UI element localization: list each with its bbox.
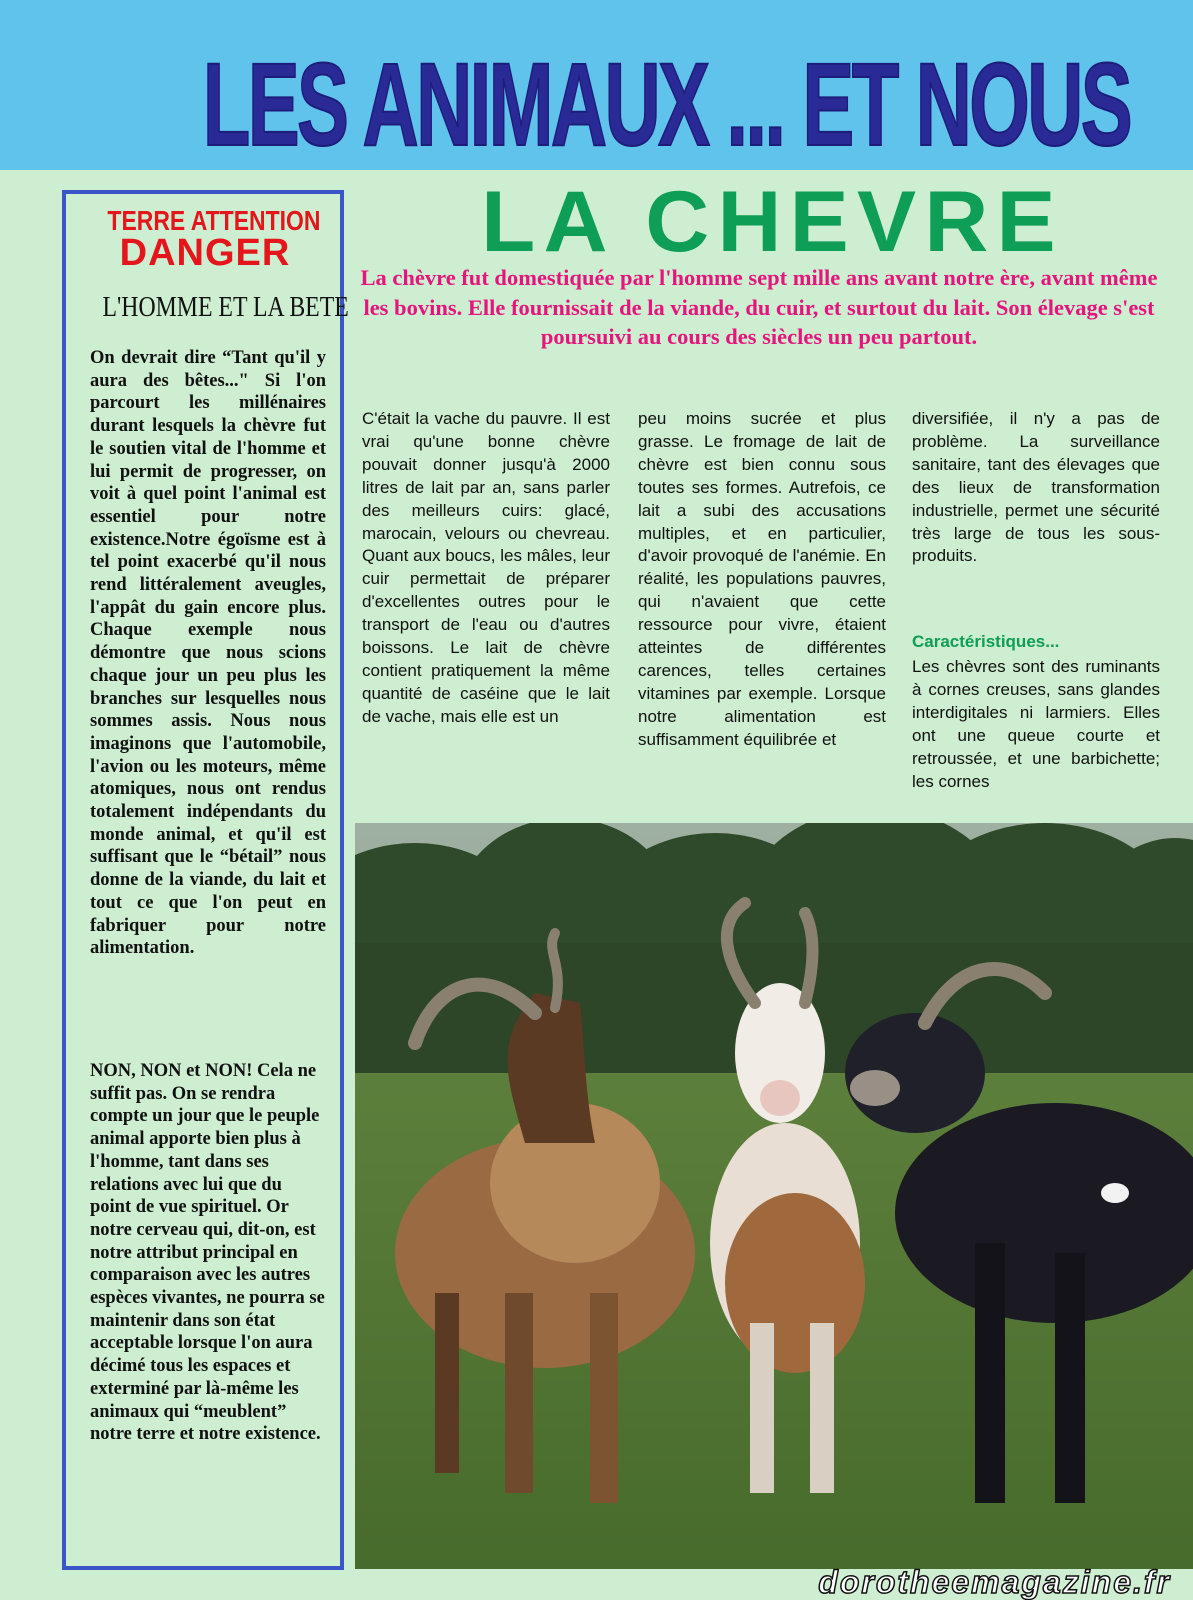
sidebar-kicker-danger: DANGER [119,232,291,274]
sidebar-kicker: TERRE ATTENTION [107,205,321,236]
article-column-2: peu moins sucrée et plus grasse. Le fromage de lait de chèvre est bien connu sous toutes ses formes. Autrefois, ce lait a subi des accusations multiples, et en particulier, d'avoir provoqué de l'anémie. En réalité, les populations pauvres, qui n'avaient que cette ressource pour vivre, étaient atteintes de différentes carences, telles certaines vitamines par exemple. Lorsque notre alimentation est suffisamment équilibrée et [638,409,886,749]
article-title: LA CHEVRE [481,174,1064,270]
sidebar-title: L'HOMME ET LA BETE [102,291,349,323]
sidebar-paragraph-2: NON, NON et NON! Cela ne suffit pas. On se rendra compte un jour que le peuple animal apporte bien plus à l'homme, tant dans ses relations avec lui que du point de vue spirituel. Or notre cerveau qui, dit-on, est notre attribut principal en comparaison avec les autres espèces vivantes, ne pourra se maintenir dans son état acceptable lorsque l'on aura décimé tous les espaces et exterminé par là-même les animaux qui “meublent” notre terre et notre existence. [90,1061,325,1445]
section-subhead: Caractéristiques... [912,632,1060,651]
goats-photo [355,823,1193,1569]
article-column-1: C'était la vache du pauvre. Il est vrai qu'une bonne chèvre pouvait donner jusqu'à 2000 litres de lait par an, sans parler des meilleurs cuirs: glacé, marocain, velours ou chevreau. Quant aux boucs, les mâles, leur cuir permettait de préparer d'excellentes outres pour le transport de l'eau ou d'autres boissons. Le lait de chèvre contient pratiquement la même quantité de caséine que le lait de vache, mais elle est un [362,409,610,726]
sidebar-box [62,190,349,1570]
article-column-3-continued: Les chèvres sont des ruminants à cornes creuses, sans glandes interdigitales ni larmiers. Elles ont une queue courte et retroussée, et une barbichette; les cornes [912,657,1160,791]
article-intro: La chèvre fut domestiquée par l'homme sept mille ans avant notre ère, avant même les bovins. Elle fournissait de la viande, du cuir, et surtout du lait. Son élevage s'est poursuivi au cours des siècles un peu partout. [360,265,1158,349]
article-column-3: diversifiée, il n'y a pas de problème. La surveillance sanitaire, tant des élevages que des lieux de transformation industrielle, permet une sécurité très large de tous les sous-produits. [912,409,1160,566]
sidebar-paragraph-1: On devrait dire “Tant qu'il y aura des bêtes..." Si l'on parcourt les millénaires durant lesquels la chèvre fut le soutien vital de l'homme et lui permit de progresser, on voit à quel point l'animal est essentiel pour notre existence.Notre égoïsme est à tel point exacerbé qu'il nous rend littéralement aveugles, l'appât du gain encore plus. Chaque exemple nous démontre que nous scions chaque jour un peu plus les branches sur lesquelles nous sommes assis. Nous nous imaginons que l'automobile, l'avion ou les moteurs, même atomiques, nous ont rendus totalement indépendants du monde animal, et qu'il est suffisant que le “bétail” nous donne de la viande, du lait et tout ce que l'on peut en fabriquer pour notre alimentation. [90,348,326,959]
footer-website: dorotheemagazine.fr [818,1564,1171,1600]
page-headline: LES ANIMAUX ... ET NOUS [202,39,1131,171]
